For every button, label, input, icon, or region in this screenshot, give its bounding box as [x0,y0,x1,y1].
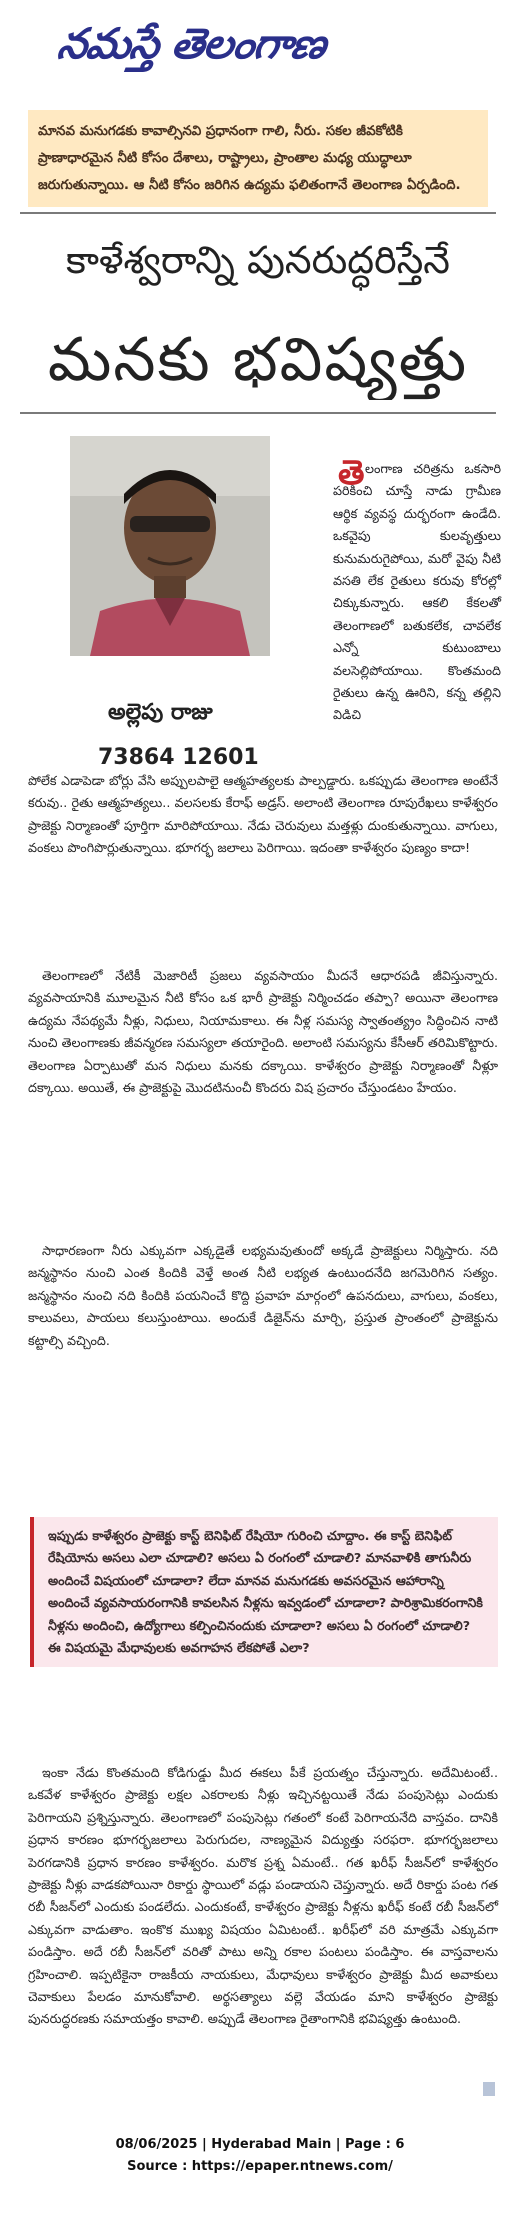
headline-top-rule [20,212,496,214]
edition-info: 08/06/2025 | Hyderabad Main | Page : 6 [115,2137,405,2152]
article-paragraph-4 [28,1762,498,2031]
source-link[interactable]: Source : https://epaper.ntnews.com/ [127,2159,393,2174]
article-column [333,453,501,727]
author-photo [70,436,270,656]
page-corner-marker [483,2082,495,2096]
paragraph-text: సాధారణంగా నీరు ఎక్కువగా ఎక్కడైతే లభ్యమవుతుందో అక్కడే ప్రాజెక్టులు నిర్మిస్తారు. నది జన్మస్థానం నుంచి ఎంత కిందికి వెళ్తే అంత నీటి లభ్యత ఉంటుందనేది జగమెరిగిన సత్యం. జన్మస్థానం నుంచి నది కిందికి పయనించే కొద్ది ప్రవాహ మార్గంలో ఉపనదులు, వాగులు, వంకలు, కాలువలు, పాయలు కలుస్తుంటాయి. అందుకే డిజైన్‌ను మార్చి, ప్రస్తుత ప్రాంతంలో ప్రాజెక్టును కట్టాల్సి వచ్చింది. [28,1243,498,1348]
article-paragraph-1 [28,770,498,860]
intro-box [28,110,488,207]
intro-text: మానవ మనుగడకు కావాల్సినవి ప్రధానంగా గాలి, నీరు. సకల జీవకోటికి ప్రాణాధారమైన నీటి కోసం దేశాలు, రాష్ట్రాలు, ప్రాంతాల మధ్య యుద్ధాలూ జరుగుతున్నాయి. ఆ నీటి కోసం జరిగిన ఉద్యమ ఫలితంగానే తెలంగాణ ఏర్పడింది. [38,124,461,193]
paragraph-text: పోలేక ఎడాపెడా బోర్లు వేసి అప్పులపాలై ఆత్మహత్యలకు పాల్పడ్డారు. ఒకప్పుడు తెలంగాణ అంటేనే కరువు.. రైతు ఆత్మహత్యలు.. వలసలకు కేరాఫ్ అడ్రస్. అలాంటి తెలంగాణ రూపురేఖలు కాళేశ్వరం ప్రాజెక్టు నిర్మాణంతో పూర్తిగా మారిపోయాయి. నేడు చెరువులు మత్తళ్లు దుంకుతున్నాయి. వాగులు, వంకలు పొంగిపొర్లుతున్నాయి. భూగర్భ జలాలు పెరిగాయి. ఇదంతా కాళేశ్వరం పుణ్యం కాదా! [28,773,498,856]
paragraph-text: తెలంగాణలో నేటికీ మెజారిటీ ప్రజలు వ్యవసాయం మీదనే ఆధారపడి జీవిస్తున్నారు. వ్యవసాయానికి మూలమైన నీటి కోసం ఒక భారీ ప్రాజెక్టు నిర్మించడం తప్పా? అయినా తెలంగాణ ఉద్యమ నేపథ్యమే నీళ్లు, నిధులు, నియామకాలు. ఈ నీళ్ల సమస్య స్వాతంత్య్రం సిద్ధించిన నాటి నుంచి తెలంగాణకు జీవన్మరణ సమస్యలా తయారైంది. అలాంటి సమస్యను కేసీఆర్ తరిమికొట్టారు. తెలంగాణ ఏర్పాటుతో మన నిధులు మనకు దక్కాయి. కాళేశ్వరం ప్రాజెక్టు నిర్మాణంతో నీళ్లూ దక్కాయి. అయితే, ఈ ప్రాజెక్టుపై మొదటినుంచీ కొందరు విష ప్రచారం చేస్తుండటం హేయం. [28,968,498,1096]
article-paragraph-2 [28,965,498,1099]
headline-line-2: మనకు భవిష్యత్తు [47,325,469,395]
pull-quote [30,1517,498,1667]
author-name: అల్లెపు రాజు [108,700,213,725]
pull-quote-text: ఇప్పుడు కాళేశ్వరం ప్రాజెక్టు కాస్ట్ బెనిఫిట్ రేషియో గురించి చూద్దాం. ఈ కాస్ట్ బెనిఫిట్ రేషియోను అసలు ఎలా చూడాలి? అసలు ఏ రంగంలో చూడాలి? మానవాళికి తాగునీరు అందించే విషయంలో చూడాలా? లేదా మానవ మనుగడకు అవసరమైన ఆహారాన్ని అందించే వ్యవసాయరంగానికి కావలసిన నీళ్లను ఇవ్వడంలో చూడాలా? పారిశ్రామికరంగానికి నీళ్లను అందించి, ఉద్యోగాలు కల్పించినందుకు చూడాలా? అసలు ఏ రంగంలో చూడాలి? ఈ విషయమై మేధావులకు అవగాహన లేకపోతే ఎలా? [48,1528,483,1656]
author-portrait-icon [70,436,270,656]
headline-bottom-rule [20,412,496,414]
masthead-logo: నమస్తే తెలంగాణ [54,19,329,68]
author-phone: 73864 12601 [98,745,259,770]
drop-cap: తె [338,453,365,493]
headline-line-1: కాళేశ్వరాన్ని పునరుద్ధరిస్తేనే [66,238,450,282]
article-paragraph-3 [28,1240,498,1352]
paragraph-text: ఇంకా నేడు కొంతమంది కోడిగుడ్డు మీద ఈకలు పీకే ప్రయత్నం చేస్తున్నారు. అదేమిటంటే.. ఒకవేళ కాళేశ్వరం ప్రాజెక్టు లక్షల ఎకరాలకు నీళ్లు ఇచ్చినట్టయితే నేడు పంపుసెట్లు ఎందుకు పెరిగాయని ప్రశ్నిస్తున్నారు. తెలంగాణలో పంపుసెట్లు గతంలో కంటే పెరిగాయనేది వాస్తవం. దానికి ప్రధాన కారణం భూగర్భజలాలు పెరుగుదల, నాణ్యమైన విద్యుత్తు సరఫరా. భూగర్భజలాలు పెరగడానికి ప్రధాన కారణం కాళేశ్వరం. మరొక ప్రశ్న ఏమంటే.. గత ఖరీఫ్ సీజన్‌లో కాళేశ్వరం ప్రాజెక్టు నీళ్లు వాడకపోయినా రికార్డు స్థాయిలో వడ్లు పండాయని చెప్తున్నారు. అదే రికార్డు పంట గత రబీ సీజన్‌లో ఎందుకు పండలేదు. ఎందుకంటే, కాళేశ్వరం ప్రాజెక్టు నీళ్లను ఖరీఫ్ కంటే రబీ సీజన్‌లో ఎక్కువగా వాడుతాం. ఇంకొక ముఖ్య విషయం ఏమిటంటే.. ఖరీఫ్‌లో వరి మాత్రమే ఎక్కువగా పండిస్తాం. అదే రబీ సీజన్‌లో వరితో పాటు అన్ని రకాల పంటలు పండిస్తాం. ఈ వాస్తవాలను గ్రహించాలి. ఇప్పటికైనా రాజకీయ నాయకులు, మేధావులు కాళేశ్వరం ప్రాజెక్టు మీద అవాకులు చెవాకులు పేలడం మానుకోవాలి. అర్థసత్యాలు వల్లె వేయడం మాని కాళేశ్వరం ప్రాజెక్టు పునరుద్ధరణకు సమాయత్తం కావాలి. అప్పుడే తెలంగాణ రైతాంగానికి భవిష్యత్తు ఉంటుంది. [28,1765,498,2027]
page-footer [20,2134,500,2178]
article-column-text: లంగాణ చరిత్రను ఒకసారి పరికించి చూస్తే నాడు గ్రామీణ ఆర్థిక వ్యవస్థ దుర్భరంగా ఉండేది. ఒకవైపు కులవృత్తులు కునుమరుగైపోయి, మరో వైపు నీటి వసతి లేక రైతులు కరువు కోరల్లో చిక్కుకున్నారు. ఆకలి కేకలతో తెలంగాణలో బతుకలేక, చావలేక ఎన్నో కుటుంబాలు వలసెల్లిపోయాయి. కొంతమంది రైతులు ఉన్న ఊరిని, కన్న తల్లిని విడిచి [333,461,501,723]
